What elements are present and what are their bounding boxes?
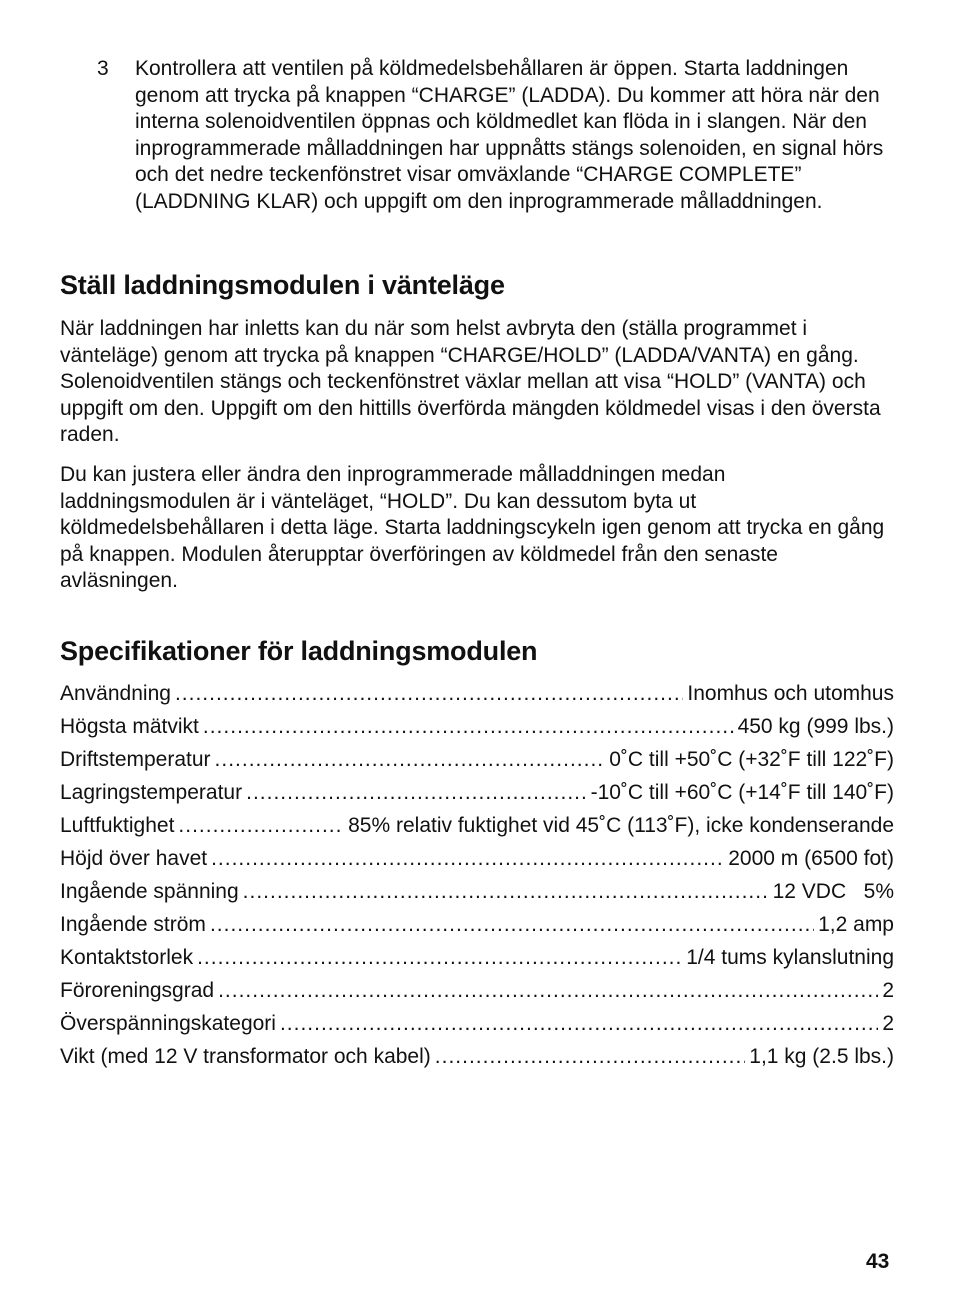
spec-value: 1,2 amp xyxy=(818,913,894,936)
dot-leader xyxy=(215,748,606,772)
step-text: Kontrollera att ventilen på köldmedelsbehållaren är öppen. Starta laddningen genom att trycka på knappen “CHARGE” (LADDA). Du kommer att höra när den interna solenoidventilen öppnas och köldmedlet kan flöda in i slangen. När den inprogrammerade målladdningen har uppnåtts stängs solenoiden, en signal hörs och det nedre teckenfönstret visar omväxlande “CHARGE COMPLETE” (LADDNING KLAR) och uppgift om den inprogrammerade målladdningen. xyxy=(135,57,884,213)
dot-leader xyxy=(218,979,878,1003)
spec-value: 0˚C till +50˚C (+32˚F till 122˚F) xyxy=(609,748,894,771)
spec-label: Lagringstemperatur xyxy=(60,781,243,804)
spec-row xyxy=(60,781,894,814)
spec-value: 2000 m (6500 fot) xyxy=(728,847,894,870)
dot-leader xyxy=(246,781,586,805)
spec-label: Användning xyxy=(60,682,171,705)
spec-value: -10˚C till +60˚C (+14˚F till 140˚F) xyxy=(590,781,894,804)
spec-value: 1/4 tums kylanslutning xyxy=(686,946,894,969)
dot-leader xyxy=(280,1012,878,1036)
spec-value: 12 VDC 5% xyxy=(772,880,894,903)
spec-row xyxy=(60,847,894,880)
spec-row xyxy=(60,880,894,913)
dot-leader xyxy=(435,1045,745,1069)
spec-label: Ingående ström xyxy=(60,913,206,936)
spec-section-heading: Specifikationer för laddningsmodulen xyxy=(60,636,538,666)
step-item xyxy=(97,56,897,215)
spec-row xyxy=(60,1045,894,1078)
dot-leader xyxy=(197,946,682,970)
hold-paragraph: Du kan justera eller ändra den inprogrammerade målladdningen medan laddningsmodulen är i vänteläget, “HOLD”. Du kan dessutom byta ut köldmedelsbehållaren i detta läge. Starta laddningscykeln igen genom att trycka en gång på knappen. Modulen återupptar överföringen av köldmedel från den senaste avläsningen. xyxy=(60,463,885,592)
spec-value: 2 xyxy=(882,979,894,1002)
spec-list xyxy=(60,682,894,1078)
spec-row xyxy=(60,1012,894,1045)
spec-label: Överspänningskategori xyxy=(60,1012,276,1035)
spec-value: 85% relativ fuktighet vid 45˚C (113˚F), icke kondenserande xyxy=(348,814,894,837)
spec-label: Ingående spänning xyxy=(60,880,239,903)
spec-value: 2 xyxy=(882,1012,894,1035)
spec-label: Luftfuktighet xyxy=(60,814,175,837)
spec-value: 450 kg (999 lbs.) xyxy=(737,715,894,738)
spec-row xyxy=(60,946,894,979)
spec-row xyxy=(60,814,894,847)
spec-row xyxy=(60,682,894,715)
hold-paragraph: När laddningen har inletts kan du när som helst avbryta den (ställa programmet i vänteläge) genom att trycka på knappen “CHARGE/HOLD” (LADDA/VANTA) en gång. Solenoidventilen stängs och teckenfönstret växlar mellan att visa “HOLD” (VANTA) och uppgift om den. Uppgift om den hittills överförda mängden köldmedel visas i den översta raden. xyxy=(60,317,881,446)
spec-label: Föroreningsgrad xyxy=(60,979,215,1002)
spec-row xyxy=(60,715,894,748)
spec-label: Högsta mätvikt xyxy=(60,715,199,738)
spec-row xyxy=(60,979,894,1012)
spec-label: Höjd över havet xyxy=(60,847,208,870)
dot-leader xyxy=(175,682,683,706)
page-number: 43 xyxy=(866,1250,890,1273)
spec-value: 1,1 kg (2.5 lbs.) xyxy=(749,1045,894,1068)
spec-label: Kontaktstorlek xyxy=(60,946,194,969)
dot-leader xyxy=(203,715,734,739)
spec-value: Inomhus och utomhus xyxy=(687,682,894,705)
spec-row xyxy=(60,913,894,946)
dot-leader xyxy=(243,880,769,904)
spec-label: Vikt (med 12 V transformator och kabel) xyxy=(60,1045,431,1068)
spec-row xyxy=(60,748,894,781)
hold-section-heading: Ställ laddningsmodulen i vänteläge xyxy=(60,270,505,300)
dot-leader xyxy=(178,814,344,838)
spec-label: Driftstemperatur xyxy=(60,748,211,771)
step-number: 3 xyxy=(97,57,109,80)
dot-leader xyxy=(210,913,814,937)
dot-leader xyxy=(211,847,724,871)
